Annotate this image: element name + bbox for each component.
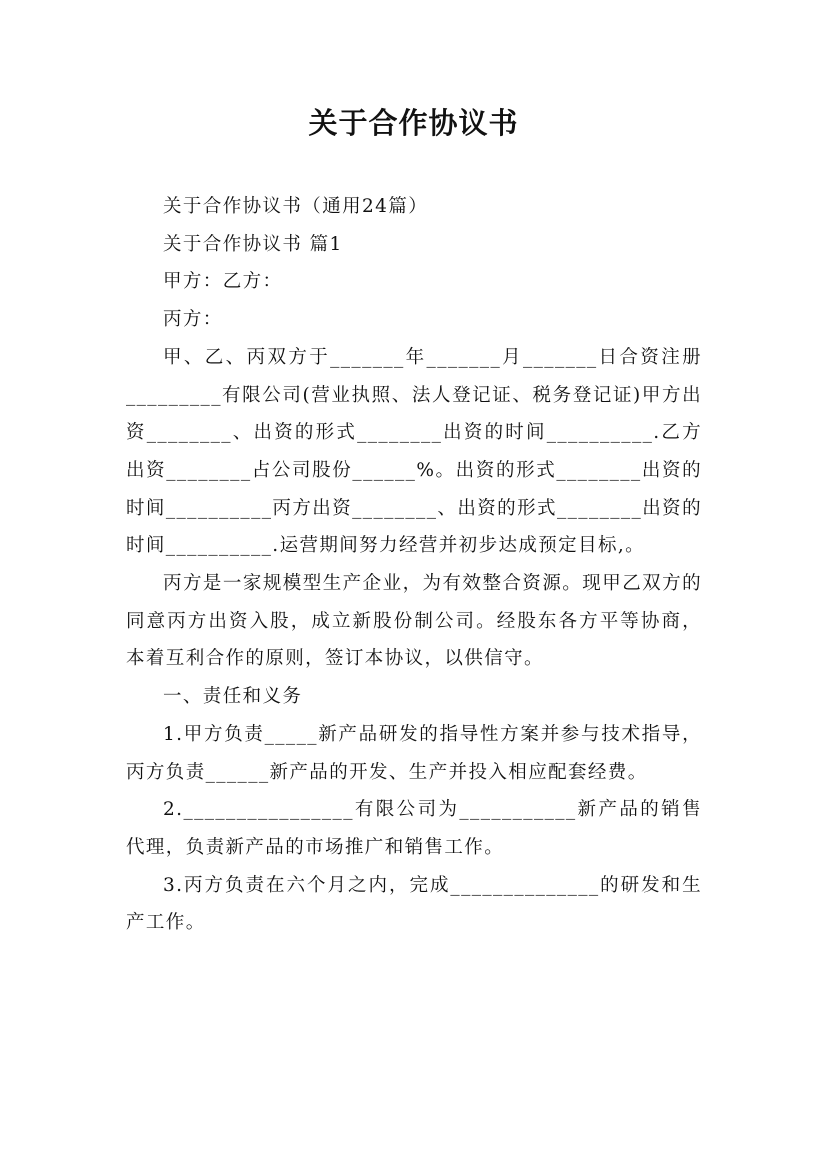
paragraph-investment: 甲、乙、丙双方于_______年_______月_______日合资注册_________有限公司(营业执照、法人登记证、税务登记证)甲方出资________、出资的形式________出资的时间__________.乙方出资________占公司股份______%。出资的形式________出资的时间__________丙方出资________、出资的形式________出资的时间__________.运营期间努力经营并初步达成预定目标,。 (126, 346, 702, 557)
document-title: 关于合作协议书 (308, 106, 519, 140)
paragraph-duties-heading: 一、责任和义务 (163, 686, 303, 708)
paragraph-subtitle: 关于合作协议书（通用24篇） (163, 196, 429, 217)
paragraph-duty-1: 1.甲方负责_____新产品研发的指导性方案并参与技术指导，丙方负责______新产品的开发、生产并投入相应配套经费。 (126, 723, 702, 783)
paragraph-section-heading: 关于合作协议书 篇1 (163, 233, 343, 255)
paragraph-duty-2: 2.________________有限公司为___________新产品的销售代理，负责新产品的市场推广和销售工作。 (126, 799, 702, 858)
document-body (126, 188, 702, 942)
paragraph-duty-3: 3.丙方负责在六个月之内，完成______________的研发和生产工作。 (126, 874, 702, 934)
paragraph-party-ab: 甲方：乙方： (163, 271, 283, 293)
paragraph-background: 丙方是一家规模型生产企业，为有效整合资源。现甲乙双方的同意丙方出资入股，成立新股份制公司。经股东各方平等协商，本着互利合作的原则，签订本协议，以供信守。 (126, 573, 702, 670)
paragraph-party-c: 丙方： (163, 309, 223, 331)
